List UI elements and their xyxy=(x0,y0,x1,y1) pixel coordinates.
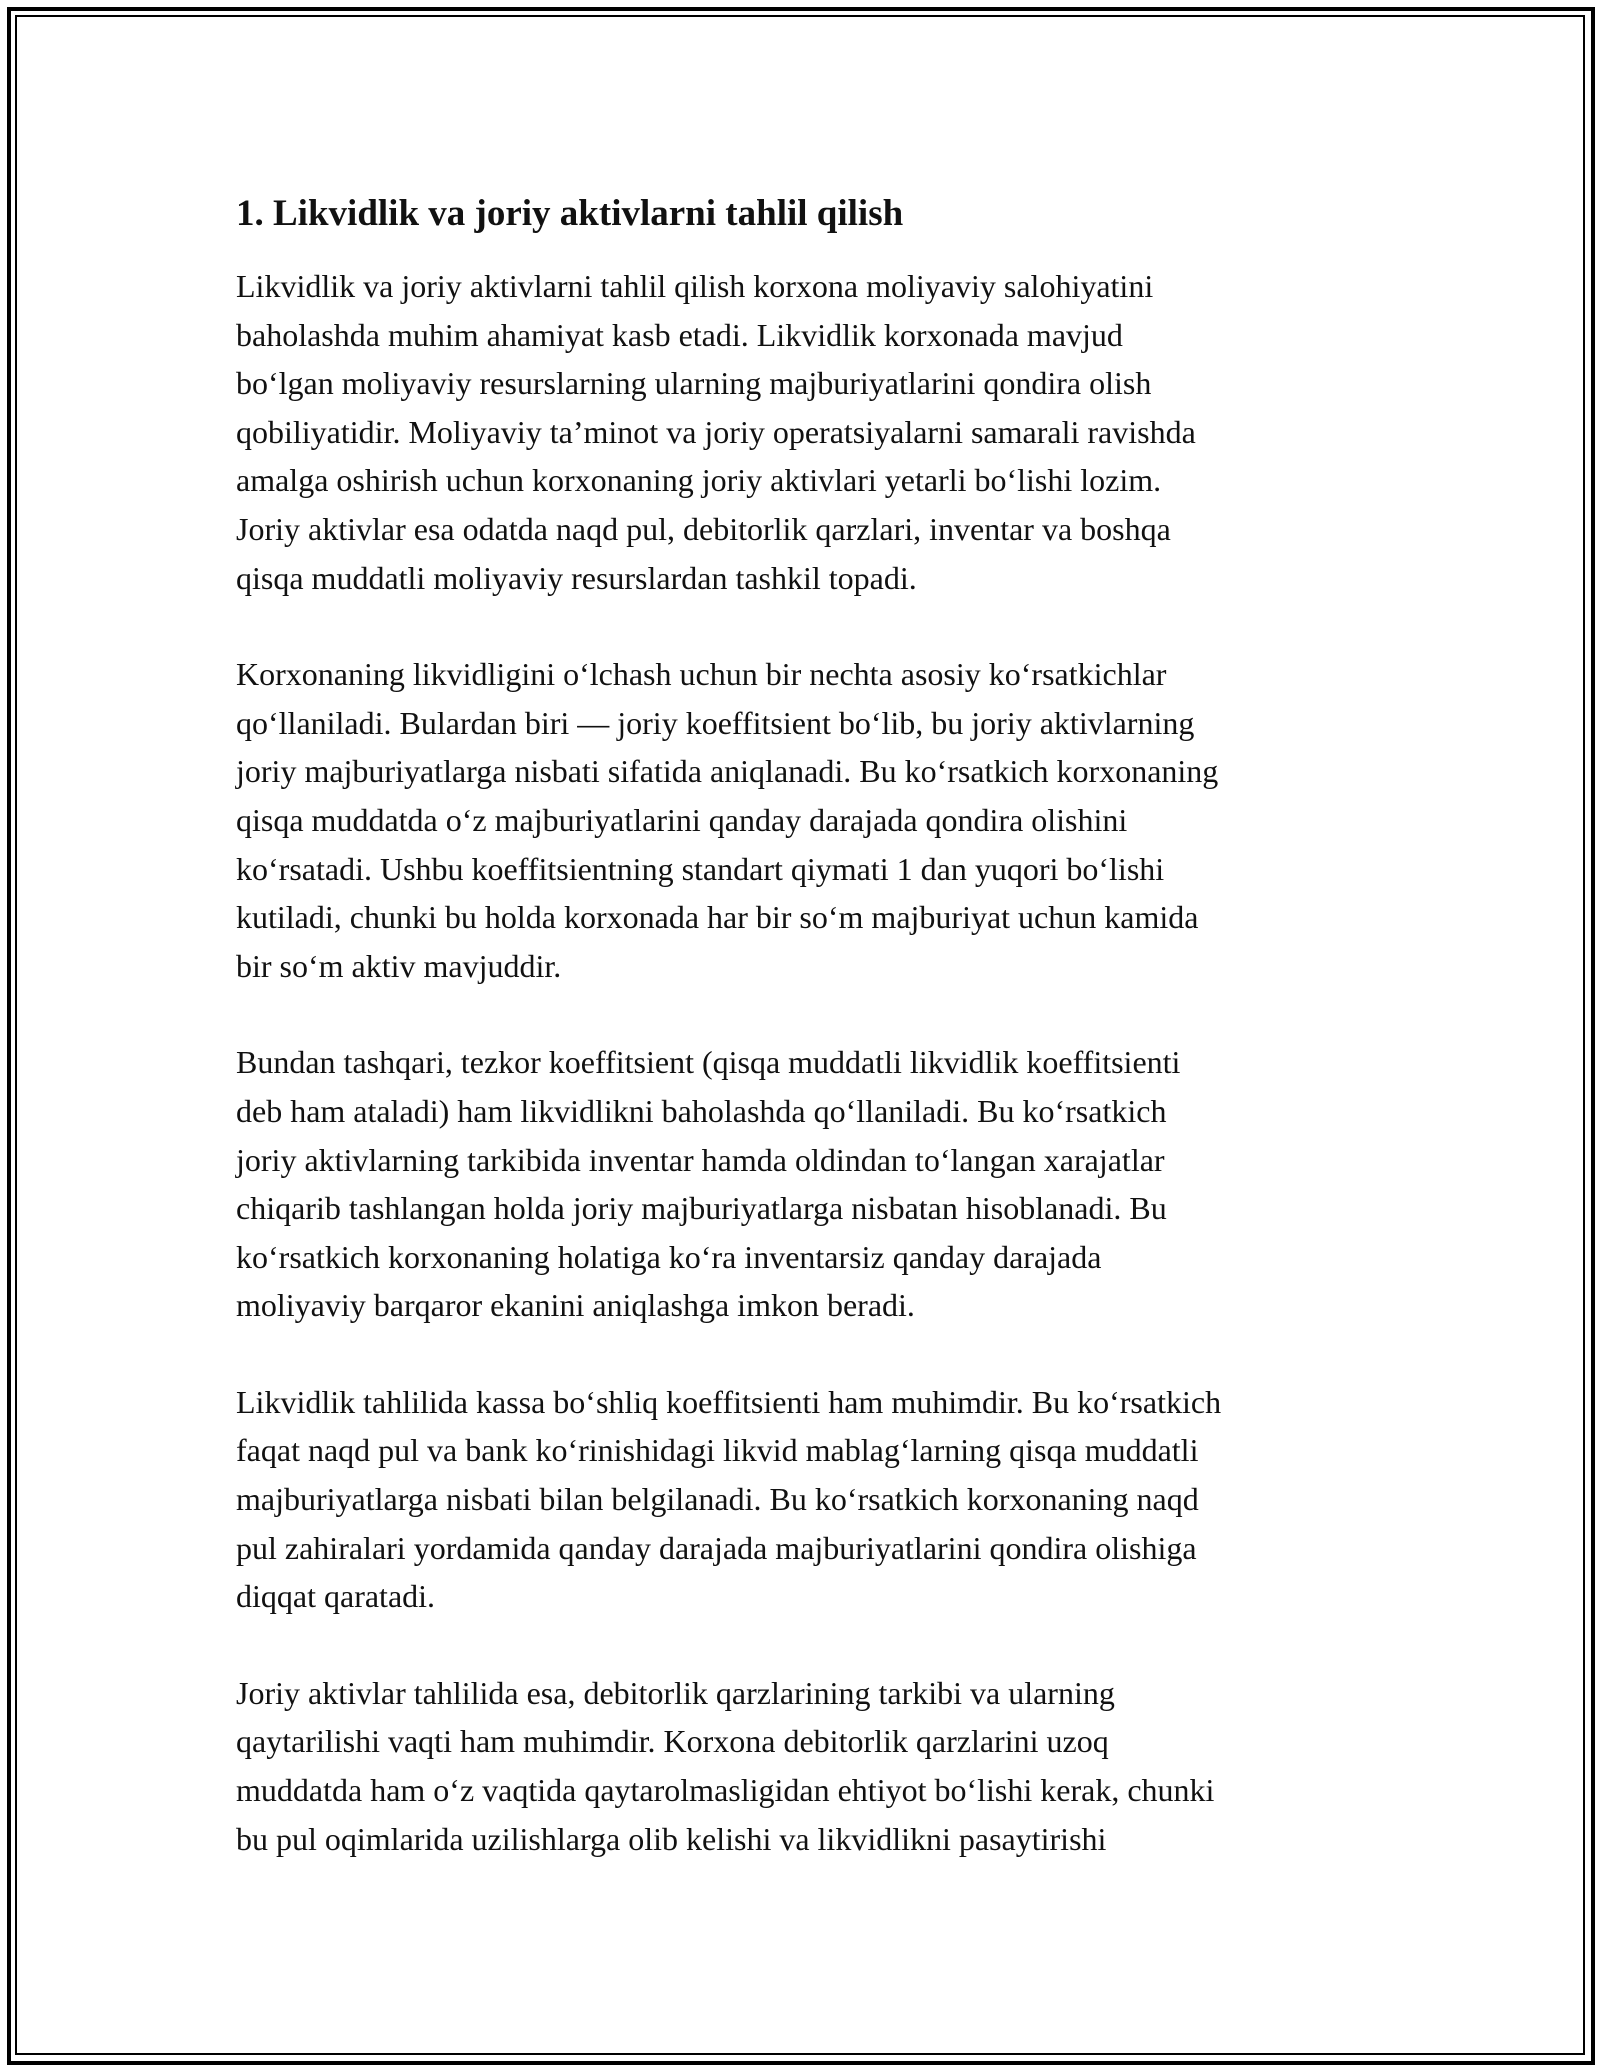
text-line: bu pul oqimlarida uzilishlarga olib kelishi va likvidlikni pasaytirishi xyxy=(236,1820,1107,1857)
text-line: muddatda ham o‘z vaqtida qaytarolmasligidan ehtiyot bo‘lishi kerak, chunki xyxy=(236,1772,1215,1809)
paragraph-1 xyxy=(236,262,1376,602)
text-line: Likvidlik tahlilida kassa bo‘shliq koeffitsienti ham muhimdir. Bu ko‘rsatkich xyxy=(236,1383,1222,1420)
text-line: qisqa muddatda o‘z majburiyatlarini qanday darajada qondira olishini xyxy=(236,801,1128,838)
text-line: ko‘rsatkich korxonaning holatiga ko‘ra inventarsiz qanday darajada xyxy=(236,1238,1102,1275)
text-line: kutiladi, chunki bu holda korxonada har bir so‘m majburiyat uchun kamida xyxy=(236,899,1199,936)
text-line: qisqa muddatli moliyaviy resurslardan tashkil topadi. xyxy=(236,559,917,596)
text-line: Likvidlik va joriy aktivlarni tahlil qilish korxona moliyaviy salohiyatini xyxy=(236,268,1154,304)
text-line: diqqat qaratadi. xyxy=(236,1578,436,1615)
text-line: qo‘llaniladi. Bulardan biri — joriy koeffitsient bo‘lib, bu joriy aktivlarning xyxy=(236,704,1195,741)
text-line: Bundan tashqari, tezkor koeffitsient (qisqa muddatli likvidlik koeffitsienti xyxy=(236,1044,1181,1081)
text-line: bir so‘m aktiv mavjuddir. xyxy=(236,947,562,984)
text-line: ko‘rsatadi. Ushbu koeffitsientning standart qiymati 1 dan yuqori bo‘lishi xyxy=(236,850,1165,887)
text-line: amalga oshirish uchun korxonaning joriy aktivlari yetarli bo‘lishi lozim. xyxy=(236,462,1162,499)
text-line: moliyaviy barqaror ekanini aniqlashga imkon beradi. xyxy=(236,1287,915,1324)
paragraph-3 xyxy=(236,1038,1376,1330)
text-line: Joriy aktivlar tahlilida esa, debitorlik qarzlarining tarkibi va ularning xyxy=(236,1674,1115,1711)
text-line: joriy majburiyatlarga nisbati sifatida aniqlanadi. Bu ko‘rsatkich korxonaning xyxy=(236,753,1219,790)
text-line: qaytarilishi vaqti ham muhimdir. Korxona debitorlik qarzlarini uzoq xyxy=(236,1723,1109,1760)
text-line: chiqarib tashlangan holda joriy majburiyatlarga nisbatan hisoblanadi. Bu xyxy=(236,1190,1167,1227)
paragraph-5 xyxy=(236,1669,1376,1863)
paragraph-4 xyxy=(236,1378,1376,1621)
text-line: Korxonaning likvidligini o‘lchash uchun bir nechta asosiy ko‘rsatkichlar xyxy=(236,656,1167,693)
text-line: deb ham ataladi) ham likvidlikni baholashda qo‘llaniladi. Bu ko‘rsatkich xyxy=(236,1092,1167,1129)
document-body xyxy=(236,188,1376,1911)
text-line: joriy aktivlarning tarkibida inventar hamda oldindan to‘langan xarajatlar xyxy=(236,1141,1165,1178)
text-line: Joriy aktivlar esa odatda naqd pul, debitorlik qarzlari, inventar va boshqa xyxy=(236,510,1171,547)
text-line: baholashda muhim ahamiyat kasb etadi. Likvidlik korxonada mavjud xyxy=(236,316,1123,353)
text-line: faqat naqd pul va bank ko‘rinishidagi likvid mablag‘larning qisqa muddatli xyxy=(236,1432,1199,1469)
text-line: majburiyatlarga nisbati bilan belgilanadi. Bu ko‘rsatkich korxonaning naqd xyxy=(236,1481,1199,1518)
paragraph-2 xyxy=(236,650,1376,990)
text-line: qobiliyatidir. Moliyaviy ta’minot va joriy operatsiyalarni samarali ravishda xyxy=(236,413,1196,450)
text-line: bo‘lgan moliyaviy resurslarning ularning majburiyatlarini qondira olish xyxy=(236,365,1152,402)
text-line: pul zahiralari yordamida qanday darajada majburiyatlarini qondira olishiga xyxy=(236,1529,1197,1566)
section-heading: 1. Likvidlik va joriy aktivlarni tahlil qilish xyxy=(236,193,904,234)
